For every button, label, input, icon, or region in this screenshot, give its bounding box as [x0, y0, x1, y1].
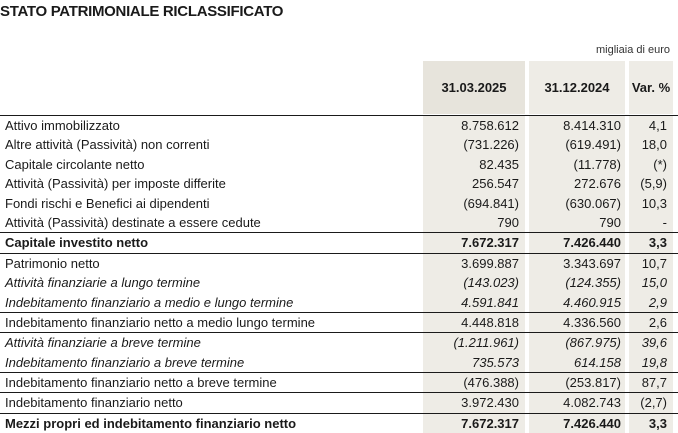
value-2025: (476.388)	[423, 373, 525, 392]
row-label: Attività (Passività) per imposte differite	[5, 176, 226, 192]
value-variation: 18,0	[629, 135, 673, 154]
value-variation: 2,9	[629, 293, 673, 312]
value-2024: 7.426.440	[529, 414, 625, 433]
row-label: Mezzi propri ed indebitamento finanziario netto	[5, 415, 297, 431]
value-variation: 15,0	[629, 273, 673, 292]
value-2025: (694.841)	[423, 194, 525, 213]
table-header	[0, 61, 678, 116]
value-2024: (619.491)	[529, 135, 625, 154]
value-2024: 4.336.560	[529, 313, 625, 332]
value-2024: 3.343.697	[529, 254, 625, 273]
header-date-2024: 31.12.2024	[529, 61, 625, 114]
value-2025: 3.972.430	[423, 393, 525, 412]
value-2024: (124.355)	[529, 273, 625, 292]
value-2025: 4.448.818	[423, 313, 525, 332]
header-date-2025: 31.03.2025	[423, 61, 525, 114]
row-label: Attivo immobilizzato	[5, 118, 120, 133]
table-row	[0, 194, 678, 213]
table-row-subtotal	[0, 313, 678, 333]
value-2025: (1.211.961)	[423, 333, 525, 352]
value-2024: (253.817)	[529, 373, 625, 392]
value-2025: 256.547	[423, 174, 525, 193]
row-label: Attività finanziarie a breve termine	[5, 335, 201, 351]
table-row	[0, 273, 678, 292]
row-label: Indebitamento finanziario netto	[5, 395, 183, 411]
value-2025: 790	[423, 213, 525, 232]
table-row	[0, 213, 678, 233]
row-label: Capitale investito netto	[5, 235, 149, 251]
row-label: Indebitamento finanziario a medio e lungo termine	[5, 294, 294, 310]
value-variation: 3,3	[629, 233, 673, 252]
header-variation: Var. %	[629, 61, 673, 114]
row-label: Capitale circolante netto	[5, 156, 145, 172]
row-label: Attività (Passività) destinate a essere cedute	[5, 214, 261, 230]
table-row	[0, 254, 678, 273]
value-2025: 4.591.841	[423, 293, 525, 312]
value-2024: 7.426.440	[529, 233, 625, 252]
value-2024: 790	[529, 213, 625, 232]
value-variation: 4,1	[629, 116, 673, 135]
row-label: Indebitamento finanziario a breve termine	[5, 354, 245, 370]
value-2024: (867.975)	[529, 333, 625, 352]
table-row	[0, 333, 678, 352]
row-label: Attività finanziarie a lungo termine	[5, 275, 201, 291]
value-variation: 10,7	[629, 254, 673, 273]
row-label: Fondi rischi e Benefici ai dipendenti	[5, 195, 210, 211]
value-2025: 82.435	[423, 155, 525, 174]
table-row	[0, 293, 678, 313]
table-row	[0, 116, 678, 135]
table-row	[0, 135, 678, 154]
value-2024: 4.082.743	[529, 393, 625, 412]
table-row-total	[0, 414, 678, 433]
value-variation: (2,7)	[629, 393, 673, 412]
value-variation: 2,6	[629, 313, 673, 332]
value-variation: (5,9)	[629, 174, 673, 193]
value-2025: 7.672.317	[423, 233, 525, 252]
value-variation: 19,8	[629, 353, 673, 372]
table-row	[0, 174, 678, 193]
value-2025: 3.699.887	[423, 254, 525, 273]
value-2025: (143.023)	[423, 273, 525, 292]
row-label: Indebitamento finanziario netto a breve termine	[5, 375, 277, 391]
value-2025: 735.573	[423, 353, 525, 372]
table-row	[0, 353, 678, 373]
value-2024: 614.158	[529, 353, 625, 372]
table-row-total	[0, 233, 678, 253]
value-variation: 87,7	[629, 373, 673, 392]
value-variation: 39,6	[629, 333, 673, 352]
value-2024: 8.414.310	[529, 116, 625, 135]
value-variation: -	[629, 213, 673, 232]
value-2025: (731.226)	[423, 135, 525, 154]
table-row	[0, 155, 678, 174]
table-row-subtotal	[0, 393, 678, 413]
row-label: Indebitamento finanziario netto a medio lungo termine	[5, 314, 316, 330]
value-2025: 8.758.612	[423, 116, 525, 135]
unit-label: migliaia di euro	[596, 44, 670, 56]
value-2024: 4.460.915	[529, 293, 625, 312]
value-variation: (*)	[629, 155, 673, 174]
value-2024: 272.676	[529, 174, 625, 193]
balance-sheet-table	[0, 61, 678, 433]
row-label: Patrimonio netto	[5, 255, 100, 271]
table-row-subtotal	[0, 373, 678, 393]
value-2024: (11.778)	[529, 155, 625, 174]
value-2025: 7.672.317	[423, 414, 525, 433]
value-2024: (630.067)	[529, 194, 625, 213]
value-variation: 3,3	[629, 414, 673, 433]
page-title: STATO PATRIMONIALE RICLASSIFICATO	[0, 3, 284, 20]
row-label: Altre attività (Passività) non correnti	[5, 137, 210, 153]
value-variation: 10,3	[629, 194, 673, 213]
